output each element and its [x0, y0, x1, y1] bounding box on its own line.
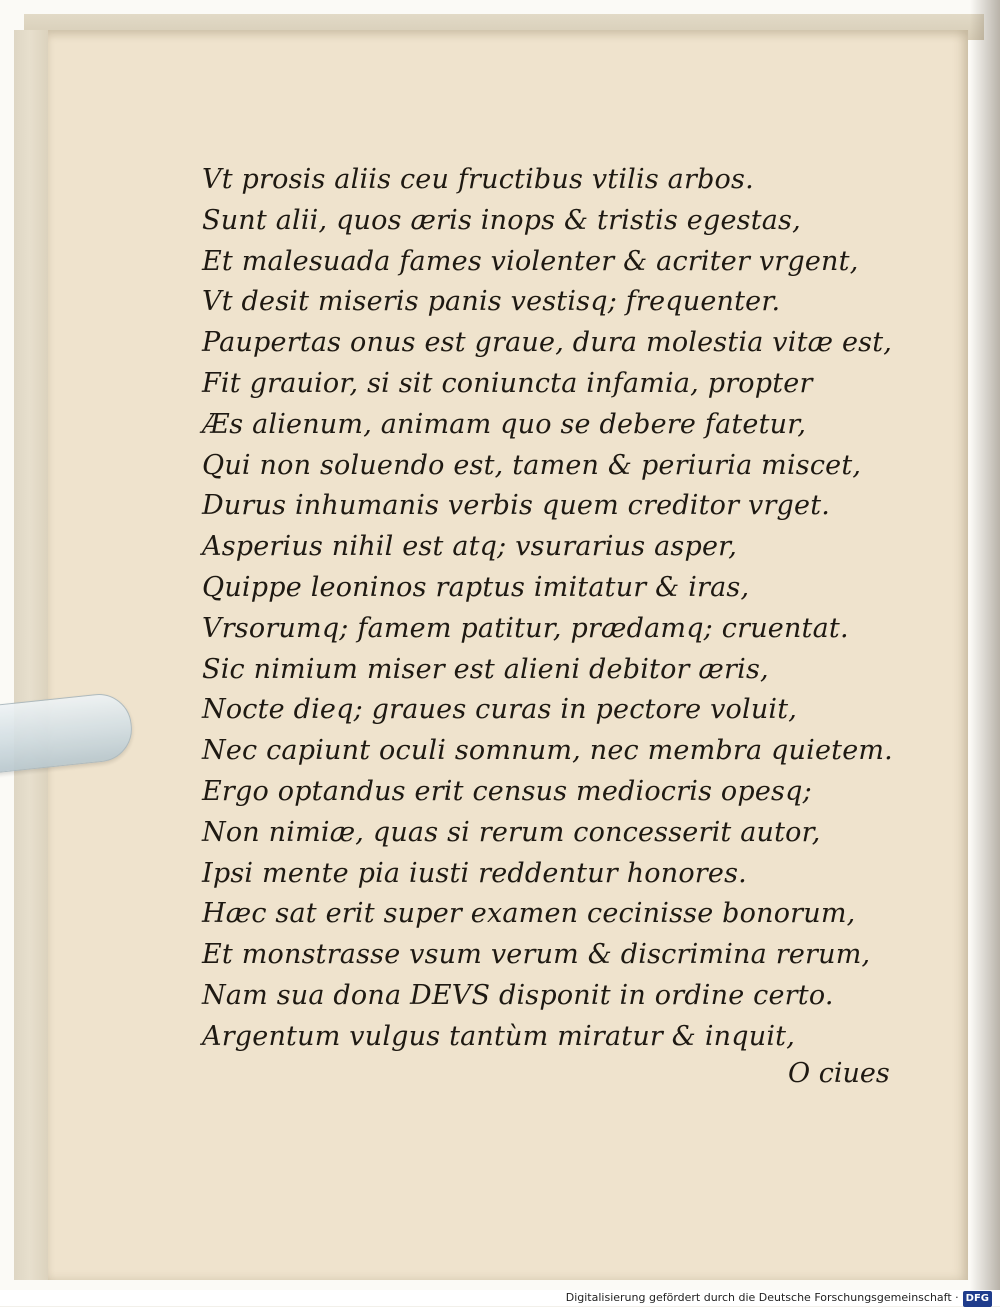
digitization-footer	[0, 1290, 1000, 1306]
poem-line: Æs alienum, animam quo se debere fatetur,	[202, 408, 807, 440]
poem-line: Asperius nihil est atq; vsurarius asper,	[202, 531, 738, 563]
poem-line: Et monstrasse vsum verum & discrimina rerum,	[202, 939, 871, 971]
poem-line: Nec capiunt oculi somnum, nec membra quietem.	[202, 735, 893, 767]
poem-line: Ipsi mente pia iusti reddentur honores.	[202, 857, 747, 889]
poem-line: Non nimiæ, quas si rerum concesserit autor,	[202, 816, 821, 848]
poem-text	[202, 160, 893, 1058]
poem-line: Paupertas onus est graue, dura molestia vitæ est,	[202, 327, 893, 359]
gutter-shadow	[970, 0, 1000, 1290]
poem-line: Ergo optandus erit census mediocris opesq;	[202, 775, 812, 807]
poem-line: Quippe leoninos raptus imitatur & iras,	[202, 571, 750, 603]
poem-line: Vt desit miseris panis vestisq; frequenter.	[202, 286, 781, 318]
footer-credit: Digitalisierung gefördert durch die Deutsche Forschungsgemeinschaft ·	[565, 1291, 959, 1304]
poem-line: Vt prosis aliis ceu fructibus vtilis arbos.	[202, 164, 754, 195]
poem-line: Argentum vulgus tantùm miratur & inquit,	[202, 1020, 795, 1052]
poem-line: Qui non soluendo est, tamen & periuria miscet,	[202, 449, 862, 481]
poem-line: Durus inhumanis verbis quem creditor vrget.	[202, 490, 831, 522]
poem-line: Et malesuada fames violenter & acriter vrgent,	[202, 245, 859, 277]
catchword: O ciues	[788, 1058, 890, 1089]
poem-line: Nocte dieq; graues curas in pectore voluit,	[202, 694, 798, 726]
poem-line: Vrsorumq; famem patitur, prædamq; cruentat.	[202, 612, 849, 644]
poem-line: Fit grauior, si sit coniuncta infamia, propter	[202, 367, 813, 399]
poem-line: Sic nimium miser est alieni debitor æris,	[202, 653, 769, 685]
dfg-logo: DFG	[963, 1291, 992, 1307]
poem-line: Sunt alii, quos æris inops & tristis egestas,	[202, 204, 801, 236]
poem-line: Hæc sat erit super examen cecinisse bonorum,	[202, 898, 856, 930]
poem-line: Nam sua dona DEVS disponit in ordine certo.	[202, 979, 834, 1011]
